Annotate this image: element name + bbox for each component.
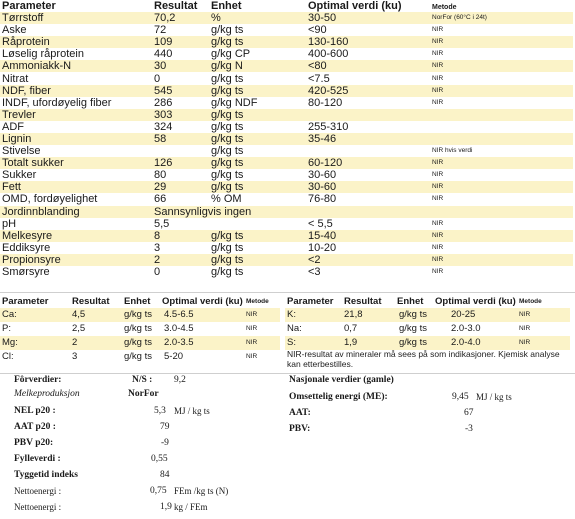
mineral-optimal: 2.0-3.0 <box>451 323 481 334</box>
pbv-value: -9 <box>161 438 169 448</box>
row-optimal: < 5,5 <box>308 217 333 230</box>
aat-value: 79 <box>160 422 170 432</box>
mineral-header-unit-right: Enhet <box>397 296 424 307</box>
table-row <box>0 157 573 169</box>
pbv-label: PBV p20: <box>14 438 54 448</box>
table-row <box>0 254 573 266</box>
row-unit: g/kg N <box>211 60 308 72</box>
row-method: NIR <box>432 230 573 242</box>
row-parameter: ADF <box>2 120 24 133</box>
table-row <box>0 121 573 133</box>
mineral-note: NIR-resultat av mineraler må sees på som indikasjoner. Kjemisk analyse kan etterbestilles. <box>287 349 560 369</box>
row-method <box>432 133 573 145</box>
mineral-optimal: 20-25 <box>451 309 476 320</box>
row-result: 324 <box>154 120 173 133</box>
row-result: 3 <box>154 241 161 254</box>
row-method <box>432 121 573 133</box>
tyg-value: 84 <box>160 470 170 480</box>
row-method: NIR <box>432 195 444 203</box>
row-result: 66 <box>154 193 167 206</box>
table-row <box>0 36 573 48</box>
nat-aat-value: 67 <box>464 408 474 418</box>
mineral-header-optimal-right: Optimal verdi (ku) <box>435 296 516 307</box>
row-parameter: Eddiksyre <box>2 241 51 254</box>
row-result: 0 <box>154 72 161 85</box>
row-unit: g/kg ts <box>211 109 308 121</box>
mineral-method: NIR <box>246 325 258 332</box>
mineral-row <box>285 308 570 322</box>
feed-values-title: Fôrverdier: <box>14 375 62 385</box>
row-method: NIR <box>432 74 444 82</box>
mineral-optimal: 2.0-4.0 <box>451 337 481 348</box>
row-method: NIR <box>432 181 573 193</box>
mineral-unit: g/kg ts <box>124 323 152 334</box>
row-result: 5,5 <box>154 217 170 230</box>
row-parameter: Ammoniakk-N <box>0 60 154 72</box>
mineral-param: Cl: <box>2 351 14 362</box>
row-method: NIR <box>432 268 444 276</box>
row-parameter: Nitrat <box>2 72 29 85</box>
row-unit: g/kg ts <box>211 120 244 133</box>
mineral-optimal: 2.0-3.5 <box>164 337 194 348</box>
row-parameter: OMD, fordøyelighet <box>2 193 98 206</box>
mineral-unit: g/kg ts <box>399 323 427 334</box>
feed-subtitle: Melkeproduksjon <box>14 389 80 399</box>
row-parameter: Melkesyre <box>0 230 154 242</box>
analysis-table <box>0 12 573 278</box>
row-unit: g/kg ts <box>211 24 244 37</box>
mineral-method: NIR <box>519 339 531 346</box>
mineral-row <box>0 336 280 350</box>
table-row <box>0 206 573 218</box>
header-result: Resultat <box>154 0 198 12</box>
table-row <box>0 218 573 230</box>
row-method: NorFor (60°C i 24t) <box>432 12 573 24</box>
row-parameter: Stivelse <box>2 145 41 158</box>
row-unit: g/kg ts <box>211 72 244 85</box>
nat-aat-label: AAT: <box>289 408 311 418</box>
table-row <box>0 242 573 254</box>
me-value: 9,45 <box>452 392 469 402</box>
row-optimal: 30-50 <box>308 12 432 24</box>
row-parameter: Sukker <box>2 169 37 182</box>
row-optimal <box>308 109 432 121</box>
mineral-result: 1,9 <box>344 337 358 348</box>
row-method: NIR <box>432 243 444 251</box>
mineral-result: 0,7 <box>344 323 358 334</box>
row-optimal: 130-160 <box>308 36 432 48</box>
table-row <box>0 145 573 157</box>
separator <box>0 292 575 293</box>
mineral-header-optimal-left: Optimal verdi (ku) <box>162 296 243 307</box>
mineral-method: NIR <box>519 325 531 332</box>
mineral-method: NIR <box>519 311 531 318</box>
row-parameter: Propionsyre <box>0 254 154 266</box>
row-result: 545 <box>154 85 211 97</box>
row-parameter: Smørsyre <box>2 266 50 279</box>
nel-value: 5,3 <box>154 406 166 416</box>
row-parameter: Løselig råprotein <box>2 48 84 61</box>
row-unit: % <box>211 12 308 24</box>
mineral-row <box>0 308 280 322</box>
row-result: 72 <box>154 24 167 37</box>
mineral-header-unit-left: Enhet <box>124 296 151 307</box>
row-result: 80 <box>154 169 167 182</box>
header-parameter: Parameter <box>2 0 56 12</box>
mineral-result: 2 <box>72 337 78 348</box>
feed-system: NorFor <box>128 389 159 399</box>
row-parameter: INDF, ufordøyelig fiber <box>2 96 112 109</box>
ns-value: 9,2 <box>174 375 186 385</box>
row-result: 30 <box>154 60 211 72</box>
row-unit: g/kg ts <box>211 181 308 193</box>
row-method: NIR <box>432 85 573 97</box>
mineral-row <box>0 322 280 336</box>
table-row <box>0 266 573 278</box>
mineral-unit: g/kg ts <box>399 309 427 320</box>
mineral-param: Ca: <box>2 309 17 320</box>
table-row <box>0 109 573 121</box>
ne1-unit: FEm /kg ts (N) <box>174 486 229 496</box>
header-unit: Enhet <box>211 0 242 12</box>
nat-pbv-label: PBV: <box>289 424 311 434</box>
row-optimal: 255-310 <box>308 120 349 133</box>
table-row <box>0 181 573 193</box>
row-method: NIR <box>432 171 444 179</box>
table-row <box>0 24 573 36</box>
row-unit: % OM <box>211 193 242 206</box>
row-unit: g/kg ts <box>211 241 244 254</box>
row-optimal: 400-600 <box>308 48 349 61</box>
row-method: NIR <box>432 50 444 58</box>
nel-unit: MJ / kg ts <box>174 406 210 416</box>
row-unit: g/kg ts <box>211 36 308 48</box>
row-unit: g/kg ts <box>211 157 308 169</box>
row-optimal: <7.5 <box>308 72 330 85</box>
mineral-method: NIR <box>246 339 258 346</box>
mineral-unit: g/kg ts <box>124 309 152 320</box>
table-row <box>0 230 573 242</box>
row-unit: g/kg ts <box>211 133 308 145</box>
table-row <box>0 48 573 60</box>
row-optimal: <3 <box>308 266 321 279</box>
table-row <box>0 193 573 205</box>
row-parameter: Trevler <box>0 109 154 121</box>
ne1-value: 0,75 <box>150 486 167 496</box>
ne1-label: Nettoenergi : <box>14 486 62 496</box>
national-values-title: Nasjonale verdier (gamle) <box>289 375 394 385</box>
row-parameter: Råprotein <box>0 36 154 48</box>
row-method: NIR <box>432 60 573 72</box>
mineral-row <box>285 322 570 336</box>
row-result <box>154 145 211 157</box>
table-row <box>0 169 573 181</box>
row-optimal: 30-60 <box>308 169 337 182</box>
row-result: 29 <box>154 181 211 193</box>
mineral-result: 21,8 <box>344 309 363 320</box>
row-method: NIR <box>432 98 444 106</box>
row-optimal: 35-46 <box>308 133 432 145</box>
mineral-header-result-left: Resultat <box>72 296 110 307</box>
row-optimal: 76-80 <box>308 193 337 206</box>
row-unit: g/kg ts <box>211 145 244 158</box>
row-result: 109 <box>154 36 211 48</box>
mineral-method: NIR <box>246 353 258 360</box>
nat-pbv-value: -3 <box>465 424 473 434</box>
row-parameter: Totalt sukker <box>0 157 154 169</box>
row-parameter: Tørrstoff <box>0 12 154 24</box>
mineral-result: 3 <box>72 351 78 362</box>
row-result: 0 <box>154 266 161 279</box>
row-parameter: Jordinnblanding <box>0 206 154 218</box>
row-method: NIR <box>432 219 444 227</box>
mineral-unit: g/kg ts <box>124 351 152 362</box>
mineral-result: 4,5 <box>72 309 86 320</box>
mineral-param: K: <box>287 309 296 320</box>
row-optimal: 60-120 <box>308 157 432 169</box>
row-optimal <box>308 145 432 157</box>
row-result: Sannsynligvis ingen <box>154 206 573 218</box>
mineral-param: P: <box>2 323 11 334</box>
row-parameter: Lignin <box>0 133 154 145</box>
row-result: 303 <box>154 109 211 121</box>
analysis-table-body <box>0 12 573 278</box>
row-result: 286 <box>154 96 173 109</box>
me-label: Omsettelig energi (ME): <box>289 392 388 402</box>
row-method: NIR hvis verdi <box>432 147 473 155</box>
row-optimal: <80 <box>308 60 432 72</box>
mineral-optimal: 4.5-6.5 <box>164 309 194 320</box>
row-optimal: 10-20 <box>308 241 337 254</box>
mineral-optimal: 3.0-4.5 <box>164 323 194 334</box>
mineral-unit: g/kg ts <box>399 337 427 348</box>
row-method <box>432 109 573 121</box>
row-result: 70,2 <box>154 12 211 24</box>
row-optimal: 420-525 <box>308 85 432 97</box>
ne2-label: Nettoenergi : <box>14 502 62 512</box>
mineral-method: NIR <box>246 311 258 318</box>
mineral-optimal: 5-20 <box>164 351 184 362</box>
row-optimal: <90 <box>308 24 327 37</box>
row-unit: g/kg ts <box>211 85 308 97</box>
row-unit: g/kg ts <box>211 169 244 182</box>
row-result: 2 <box>154 254 211 266</box>
mineral-header-parameter-right: Parameter <box>287 296 334 307</box>
mineral-param: Mg: <box>2 337 18 348</box>
aat-label: AAT p20 : <box>14 422 56 432</box>
mineral-param: S: <box>287 337 296 348</box>
row-method: NIR <box>432 36 573 48</box>
ne2-unit: kg / FEm <box>174 502 208 512</box>
row-parameter: Aske <box>2 24 27 37</box>
me-unit: MJ / kg ts <box>476 392 512 402</box>
mineral-result: 2,5 <box>72 323 86 334</box>
ne2-value: 1,9 <box>160 502 172 512</box>
nel-label: NEL p20 : <box>14 406 56 416</box>
table-row <box>0 60 573 72</box>
table-row <box>0 72 573 84</box>
mineral-header-method-left: Metode <box>246 298 269 305</box>
table-row <box>0 97 573 109</box>
row-parameter: NDF, fiber <box>0 85 154 97</box>
row-parameter: pH <box>2 217 17 230</box>
ns-label: N/S : <box>132 375 153 385</box>
table-row <box>0 133 573 145</box>
row-result: 8 <box>154 230 211 242</box>
header-optimal: Optimal verdi (ku) <box>308 0 402 12</box>
row-unit: g/kg CP <box>211 48 251 61</box>
table-row <box>0 85 573 97</box>
header-method: Metode <box>432 4 457 11</box>
row-unit <box>211 218 308 230</box>
mineral-row <box>0 350 280 364</box>
row-method: NIR <box>432 254 573 266</box>
mineral-param: Na: <box>287 323 302 334</box>
row-result: 126 <box>154 157 211 169</box>
row-parameter: Fett <box>0 181 154 193</box>
mineral-unit: g/kg ts <box>124 337 152 348</box>
mineral-row <box>285 336 570 350</box>
fyll-label: Fylleverdi : <box>14 454 61 464</box>
row-unit: g/kg ts <box>211 266 244 279</box>
fyll-value: 0,55 <box>151 454 168 464</box>
table-row <box>0 12 573 24</box>
row-optimal: <2 <box>308 254 432 266</box>
row-unit: g/kg ts <box>211 254 308 266</box>
row-unit: g/kg NDF <box>211 96 258 109</box>
tyg-label: Tyggetid indeks <box>14 470 78 480</box>
separator <box>0 373 575 374</box>
row-optimal: 30-60 <box>308 181 432 193</box>
mineral-header-method-right: Metode <box>519 298 542 305</box>
row-optimal: 15-40 <box>308 230 432 242</box>
mineral-header-parameter-left: Parameter <box>2 296 49 307</box>
row-unit: g/kg ts <box>211 230 308 242</box>
row-method: NIR <box>432 26 444 34</box>
mineral-header-result-right: Resultat <box>344 296 382 307</box>
row-result: 58 <box>154 133 211 145</box>
row-optimal: 80-120 <box>308 96 343 109</box>
row-method: NIR <box>432 157 573 169</box>
row-result: 440 <box>154 48 173 61</box>
